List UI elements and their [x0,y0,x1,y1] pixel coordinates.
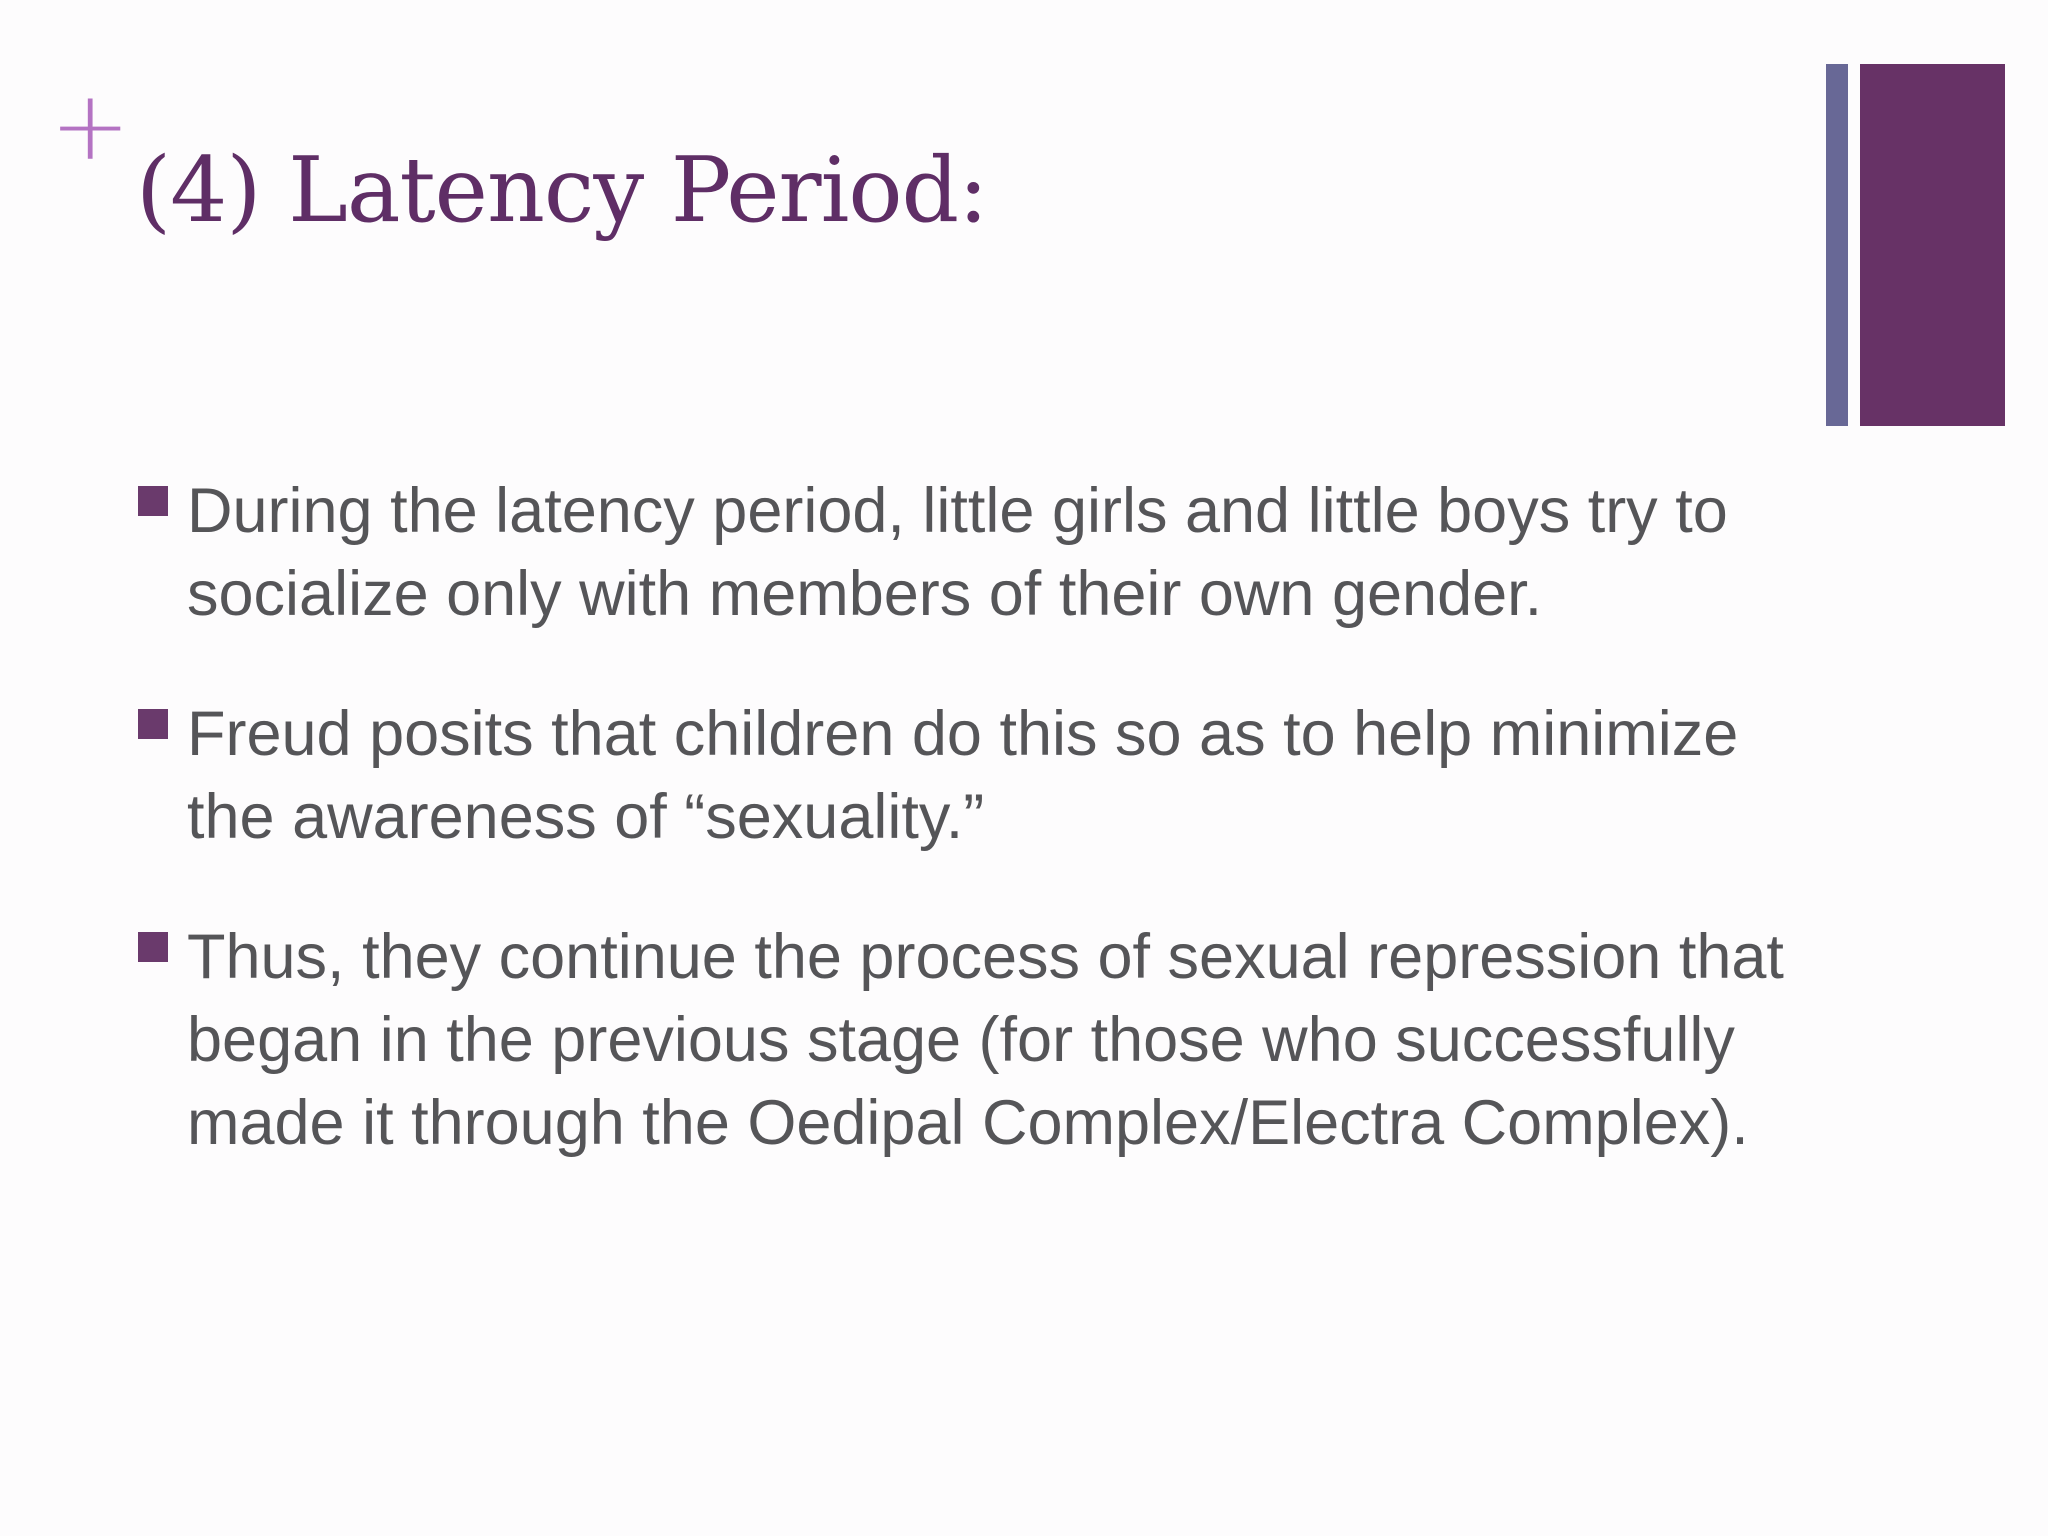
list-item [138,693,1818,859]
list-item [138,470,1818,636]
accent-bar-thick [1860,64,2005,426]
slide-title: (4) Latency Period: [136,138,988,243]
bullet-text: Freud posits that children do this so as to help minimize the awareness of “sexuality.” [187,699,1739,852]
bullet-list [138,470,1818,1222]
square-bullet-icon [138,709,168,739]
square-bullet-icon [138,932,168,962]
square-bullet-icon [138,486,168,516]
list-item [138,916,1818,1165]
bullet-text: Thus, they continue the process of sexual repression that began in the previous stage (for those who successfully made it through the Oedipal Complex/Electra Complex). [187,922,1784,1158]
bullet-text: During the latency period, little girls and little boys try to socialize only with members of their own gender. [187,476,1728,629]
plus-icon: + [50,70,131,182]
accent-bar-thin [1826,64,1848,426]
